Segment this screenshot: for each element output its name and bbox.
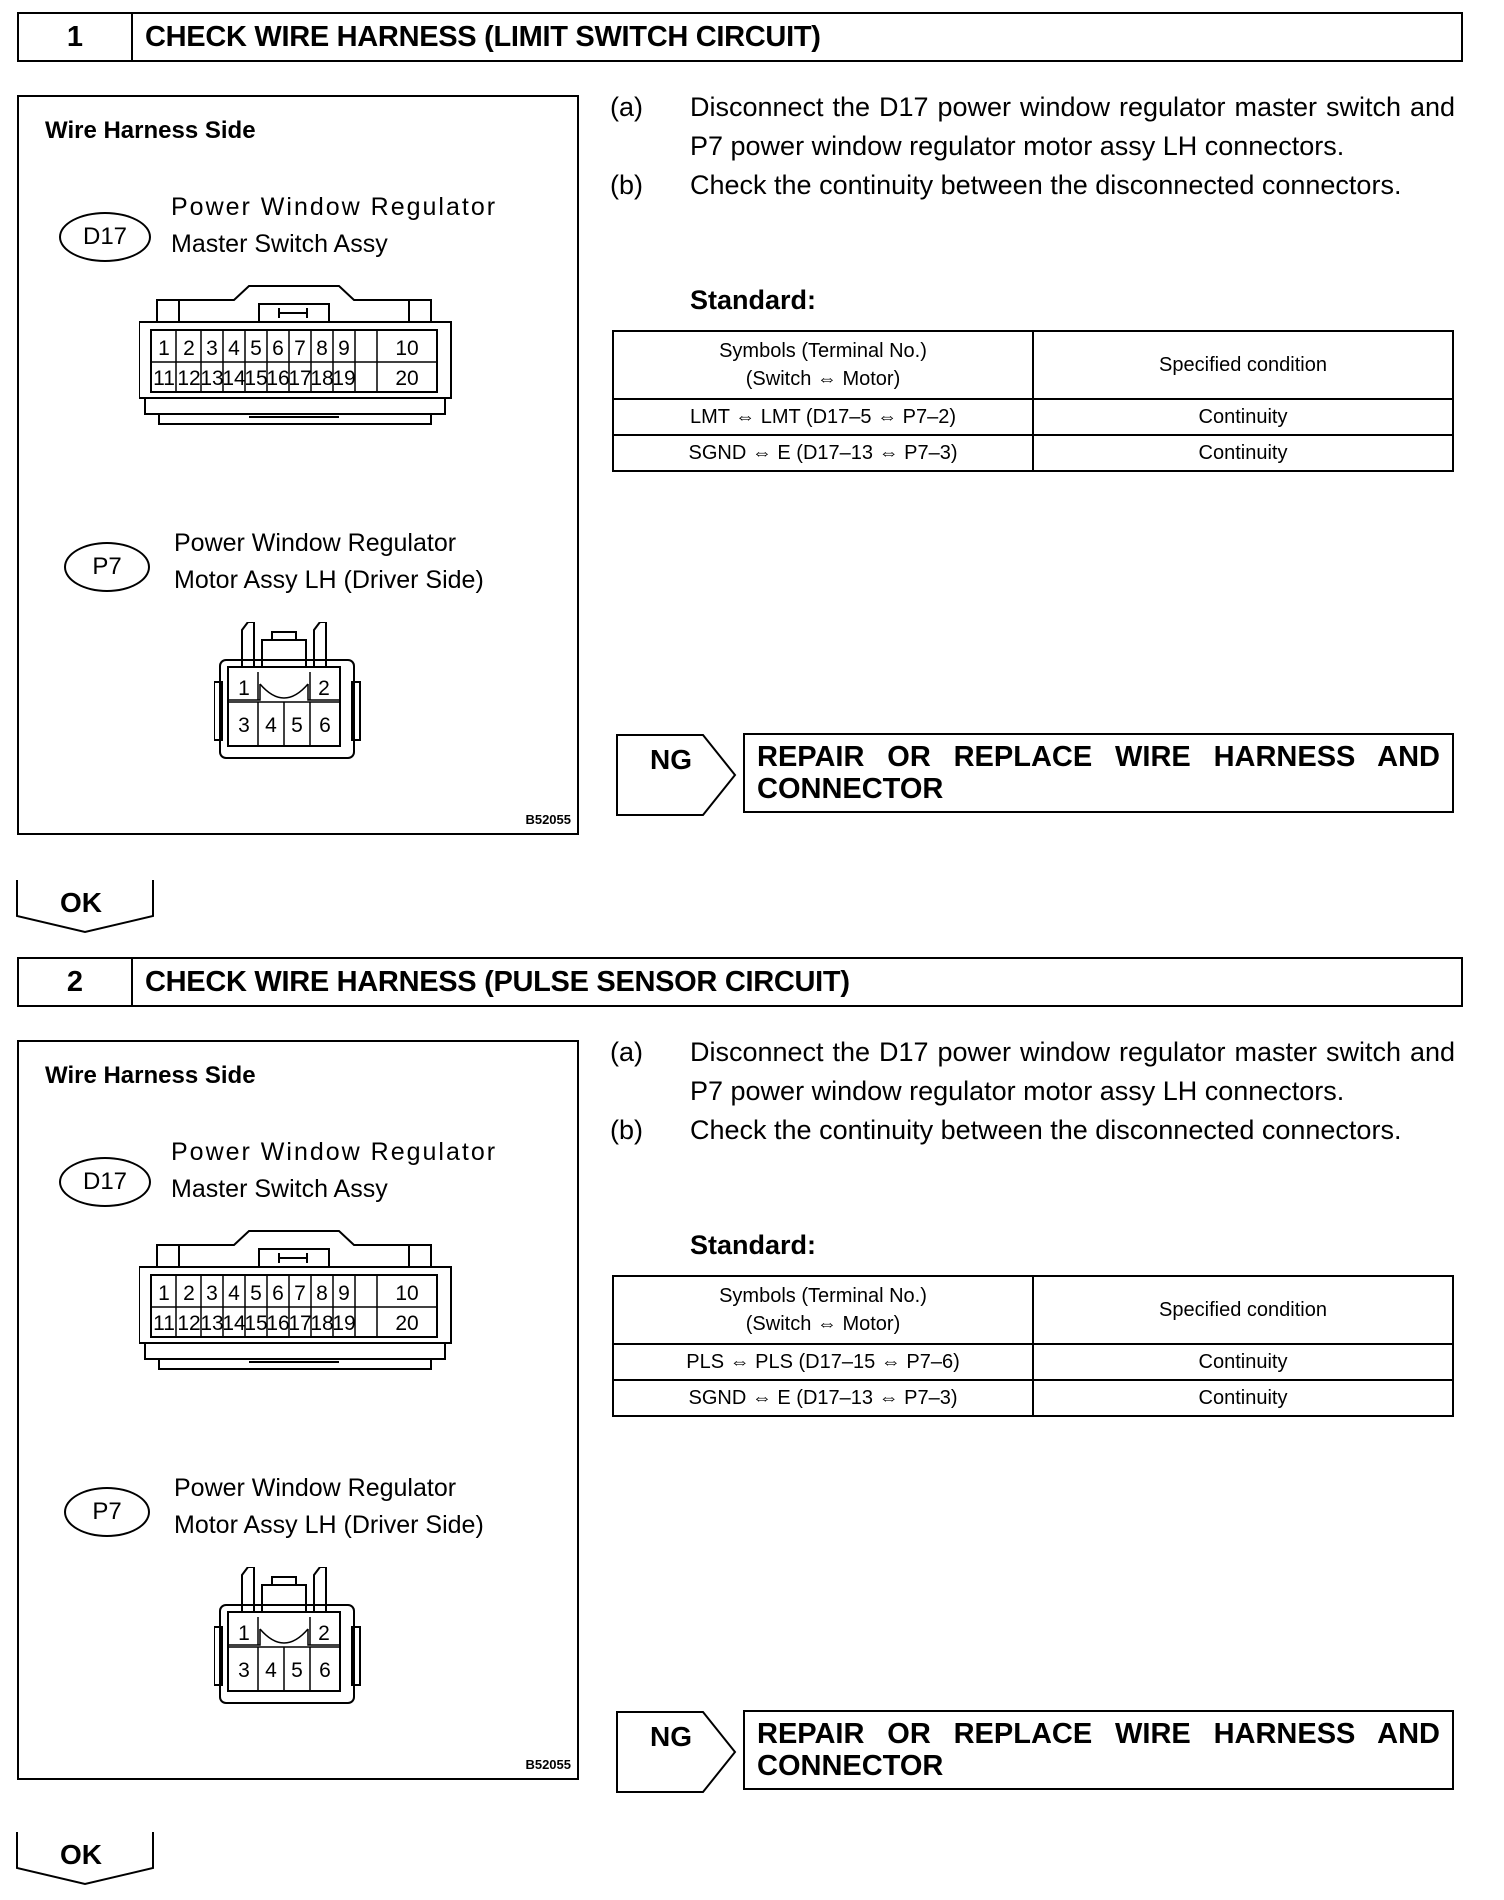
- table-cell-symbols: PLS ⇔ PLS (D17–15 ⇔ P7–6): [613, 1344, 1033, 1380]
- p7-pin: 5: [291, 714, 303, 737]
- figure-code: B52055: [525, 1757, 571, 1772]
- d17-pin: 2: [183, 1282, 195, 1305]
- d17-pin: 6: [272, 1282, 284, 1305]
- step-header: [17, 957, 1463, 1007]
- instruction-text: Disconnect the D17 power window regulator master switch and P7 power window regulator motor assy LH connectors.: [690, 92, 1455, 161]
- d17-pin: 1: [158, 1282, 170, 1305]
- figure-heading: Wire Harness Side: [45, 117, 256, 144]
- connector-p7-id: P7: [64, 1487, 150, 1537]
- table-cell-symbols: SGND ⇔ E (D17–13 ⇔ P7–3): [613, 1380, 1033, 1416]
- p7-pin: 4: [265, 714, 277, 737]
- instruction-a: [610, 1033, 1455, 1111]
- table-header-row: [613, 1276, 1453, 1344]
- d17-pin: 2: [183, 337, 195, 360]
- p7-pin: 3: [238, 714, 250, 737]
- table-cell-condition: Continuity: [1033, 435, 1453, 471]
- d17-pin: 9: [338, 337, 350, 360]
- figure-code: B52055: [525, 812, 571, 827]
- connector-p7-diagram: [214, 622, 384, 762]
- ng-action-line: REPAIR OR REPLACE WIRE HARNESS AND: [757, 741, 1440, 773]
- instruction-letter: (a): [610, 92, 643, 122]
- p7-pin: 2: [318, 1622, 330, 1645]
- instruction-b: [610, 166, 1455, 205]
- step-number: 1: [19, 14, 133, 60]
- d17-pin: 5: [250, 337, 262, 360]
- connector-d17-diagram: [139, 1227, 459, 1377]
- table-row: [613, 399, 1453, 435]
- d17-pin: 11: [153, 367, 175, 390]
- d17-pin: 15: [244, 367, 268, 390]
- p7-pin: 2: [318, 677, 330, 700]
- ng-label: NG: [650, 744, 692, 775]
- table-header-row: [613, 331, 1453, 399]
- d17-pin: 14: [222, 1312, 246, 1335]
- connector-d17-id: D17: [59, 212, 151, 262]
- d17-pin: 9: [338, 1282, 350, 1305]
- table-cell-condition: Continuity: [1033, 1380, 1453, 1416]
- instruction-text: Check the continuity between the disconnected connectors.: [690, 170, 1402, 200]
- ok-arrow[interactable]: [15, 878, 155, 936]
- d17-pin: 18: [310, 367, 334, 390]
- step-header: [17, 12, 1463, 62]
- d17-pin: 3: [206, 337, 218, 360]
- connector-p7-label-line2: Motor Assy LH (Driver Side): [174, 566, 484, 594]
- ng-action-line: CONNECTOR: [757, 1750, 944, 1782]
- p7-pin: 1: [238, 677, 250, 700]
- header-line: Symbols (Terminal No.): [719, 1285, 927, 1307]
- ng-arrow[interactable]: [615, 1710, 740, 1794]
- step-number: 2: [19, 959, 133, 1005]
- connector-d17-id: D17: [59, 1157, 151, 1207]
- d17-pin: 19: [332, 367, 356, 390]
- d17-pin: 20: [395, 367, 419, 390]
- connector-d17-label: [171, 1134, 497, 1208]
- ok-label: OK: [60, 1839, 102, 1870]
- connector-p7-id: P7: [64, 542, 150, 592]
- ng-action-box: [743, 733, 1454, 813]
- standard-table: [612, 1275, 1454, 1417]
- table-header-symbols: [613, 331, 1033, 399]
- header-line: (Switch ⇔ Motor): [745, 1313, 901, 1335]
- d17-pin: 16: [266, 1312, 290, 1335]
- d17-pin: 15: [244, 1312, 268, 1335]
- d17-pin: 7: [294, 337, 306, 360]
- instruction-letter: (b): [610, 1115, 643, 1145]
- d17-pin: 17: [288, 1312, 312, 1335]
- standard-table: [612, 330, 1454, 472]
- d17-pin: 10: [395, 1282, 419, 1305]
- step-title: CHECK WIRE HARNESS (LIMIT SWITCH CIRCUIT): [145, 20, 821, 53]
- standard-label: Standard:: [690, 1230, 817, 1260]
- ng-action-line: CONNECTOR: [757, 773, 944, 805]
- table-header-condition: Specified condition: [1033, 1276, 1453, 1344]
- d17-pin: 5: [250, 1282, 262, 1305]
- ng-arrow[interactable]: [615, 733, 740, 817]
- connector-d17-label-line1: Power Window Regulator: [171, 193, 498, 221]
- header-line: Symbols (Terminal No.): [719, 340, 927, 362]
- connector-d17-label-line1: Power Window Regulator: [171, 1138, 498, 1166]
- p7-pin: 1: [238, 1622, 250, 1645]
- standard-label: Standard:: [690, 285, 817, 315]
- ng-label: NG: [650, 1721, 692, 1752]
- connector-p7-label: [174, 525, 484, 599]
- ok-label: OK: [60, 887, 102, 918]
- table-cell-symbols: LMT ⇔ LMT (D17–5 ⇔ P7–2): [613, 399, 1033, 435]
- d17-pin: 8: [316, 1282, 328, 1305]
- d17-pin: 18: [310, 1312, 334, 1335]
- ng-action-line: REPAIR OR REPLACE WIRE HARNESS AND: [757, 1718, 1440, 1750]
- p7-pin: 4: [265, 1659, 277, 1682]
- d17-pin: 6: [272, 337, 284, 360]
- table-cell-condition: Continuity: [1033, 1344, 1453, 1380]
- connector-d17-diagram: [139, 282, 459, 432]
- step-2: [0, 945, 1504, 1895]
- header-line: (Switch ⇔ Motor): [745, 368, 901, 390]
- d17-pin: 20: [395, 1312, 419, 1335]
- d17-pin: 11: [153, 1312, 175, 1335]
- table-row: [613, 1344, 1453, 1380]
- connector-d17-label-line2: Master Switch Assy: [171, 1175, 388, 1203]
- instruction-b: [610, 1111, 1455, 1150]
- d17-pin: 17: [288, 367, 312, 390]
- table-row: [613, 1380, 1453, 1416]
- instructions: [610, 1033, 1455, 1150]
- d17-pin: 16: [266, 367, 290, 390]
- instruction-text: Disconnect the D17 power window regulator master switch and P7 power window regulator motor assy LH connectors.: [690, 1037, 1455, 1106]
- d17-pin: 4: [228, 1282, 240, 1305]
- connector-p7-diagram: [214, 1567, 384, 1707]
- instruction-letter: (b): [610, 170, 643, 200]
- p7-pin: 5: [291, 1659, 303, 1682]
- wire-harness-figure: [17, 1040, 579, 1780]
- step-title: CHECK WIRE HARNESS (PULSE SENSOR CIRCUIT): [145, 965, 850, 998]
- table-row: [613, 435, 1453, 471]
- d17-pin: 3: [206, 1282, 218, 1305]
- d17-pin: 13: [200, 367, 224, 390]
- instruction-letter: (a): [610, 1037, 643, 1067]
- table-header-symbols: [613, 1276, 1033, 1344]
- d17-pin: 8: [316, 337, 328, 360]
- instructions: [610, 88, 1455, 205]
- d17-pin: 12: [177, 367, 201, 390]
- ng-action-box: [743, 1710, 1454, 1790]
- instruction-text: Check the continuity between the disconnected connectors.: [690, 1115, 1402, 1145]
- d17-pin: 4: [228, 337, 240, 360]
- d17-pin: 10: [395, 337, 419, 360]
- p7-pin: 6: [319, 1659, 331, 1682]
- wire-harness-figure: [17, 95, 579, 835]
- d17-pin: 12: [177, 1312, 201, 1335]
- connector-p7-label: [174, 1470, 484, 1544]
- table-cell-condition: Continuity: [1033, 399, 1453, 435]
- connector-p7-label-line2: Motor Assy LH (Driver Side): [174, 1511, 484, 1539]
- connector-p7-label-line1: Power Window Regulator: [174, 1474, 457, 1502]
- instruction-a: [610, 88, 1455, 166]
- ok-arrow[interactable]: [15, 1830, 155, 1888]
- d17-pin: 1: [158, 337, 170, 360]
- p7-pin: 3: [238, 1659, 250, 1682]
- table-cell-symbols: SGND ⇔ E (D17–13 ⇔ P7–3): [613, 435, 1033, 471]
- d17-pin: 14: [222, 367, 246, 390]
- d17-pin: 19: [332, 1312, 356, 1335]
- d17-pin: 7: [294, 1282, 306, 1305]
- table-header-condition: Specified condition: [1033, 331, 1453, 399]
- d17-pin: 13: [200, 1312, 224, 1335]
- connector-d17-label: [171, 189, 497, 263]
- p7-pin: 6: [319, 714, 331, 737]
- figure-heading: Wire Harness Side: [45, 1062, 256, 1089]
- connector-d17-label-line2: Master Switch Assy: [171, 230, 388, 258]
- connector-p7-label-line1: Power Window Regulator: [174, 529, 457, 557]
